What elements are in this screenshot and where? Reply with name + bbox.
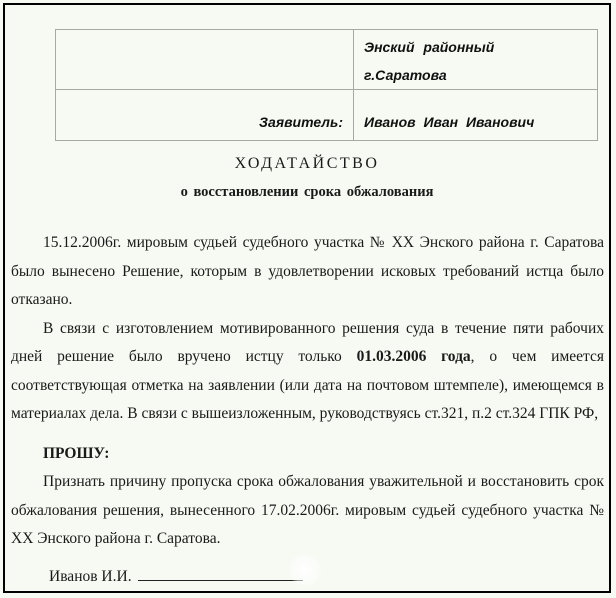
signature-line bbox=[138, 567, 303, 581]
document-body bbox=[5, 229, 609, 588]
document-subtitle: о восстановлении срока обжалования bbox=[180, 184, 434, 200]
paragraph-delay-reason-before: В связи с изготовлением мотивированного решения суда в течение пяти рабочих дней решение было вручено истцу только bbox=[11, 319, 604, 365]
request-paragraph: Признать причину пропуска срока обжалования уважительной и восстановить срок обжалования решения, вынесенного 17.02.2006г. мировым судьей судебного участка № ХХ Энского района г. Саратова. bbox=[11, 473, 604, 547]
applicant-label: Заявитель: bbox=[56, 90, 354, 141]
signature-block bbox=[11, 566, 604, 588]
table-row-applicant bbox=[56, 90, 598, 141]
paragraph-delay-reason bbox=[11, 315, 604, 429]
signature-name: Иванов И.И. bbox=[49, 567, 132, 585]
applicant-name: Иванов Иван Иванович bbox=[354, 90, 598, 141]
document-title: ХОДАТАЙСТВО bbox=[234, 155, 380, 172]
court-cell-empty bbox=[56, 30, 354, 90]
court-cell bbox=[354, 30, 598, 90]
paragraph-delay-reason-after: , о чем имеется соответствующая отметка на заявлении (или дата на почтовом штемпеле), имеющемся в материалах дела. В связи с вышеизложенным, руководствуясь ст.321, п.2 ст.324 ГПК РФ, bbox=[11, 348, 605, 422]
paragraph-decision-facts: 15.12.2006г. мировым судьей судебного участка № ХХ Энского района г. Саратова было вынесено Решение, которым в удовлетворении исковых требований истца было отказано. bbox=[11, 234, 604, 308]
court-name-line1: Энский районный bbox=[364, 39, 495, 55]
delivery-date-bold: 01.03.2006 года bbox=[356, 348, 471, 365]
court-name-line2: г.Саратова bbox=[364, 67, 447, 83]
table-row-court bbox=[56, 30, 598, 90]
header-table bbox=[55, 29, 598, 141]
document-frame bbox=[3, 3, 611, 593]
request-heading: ПРОШУ: bbox=[43, 444, 110, 462]
